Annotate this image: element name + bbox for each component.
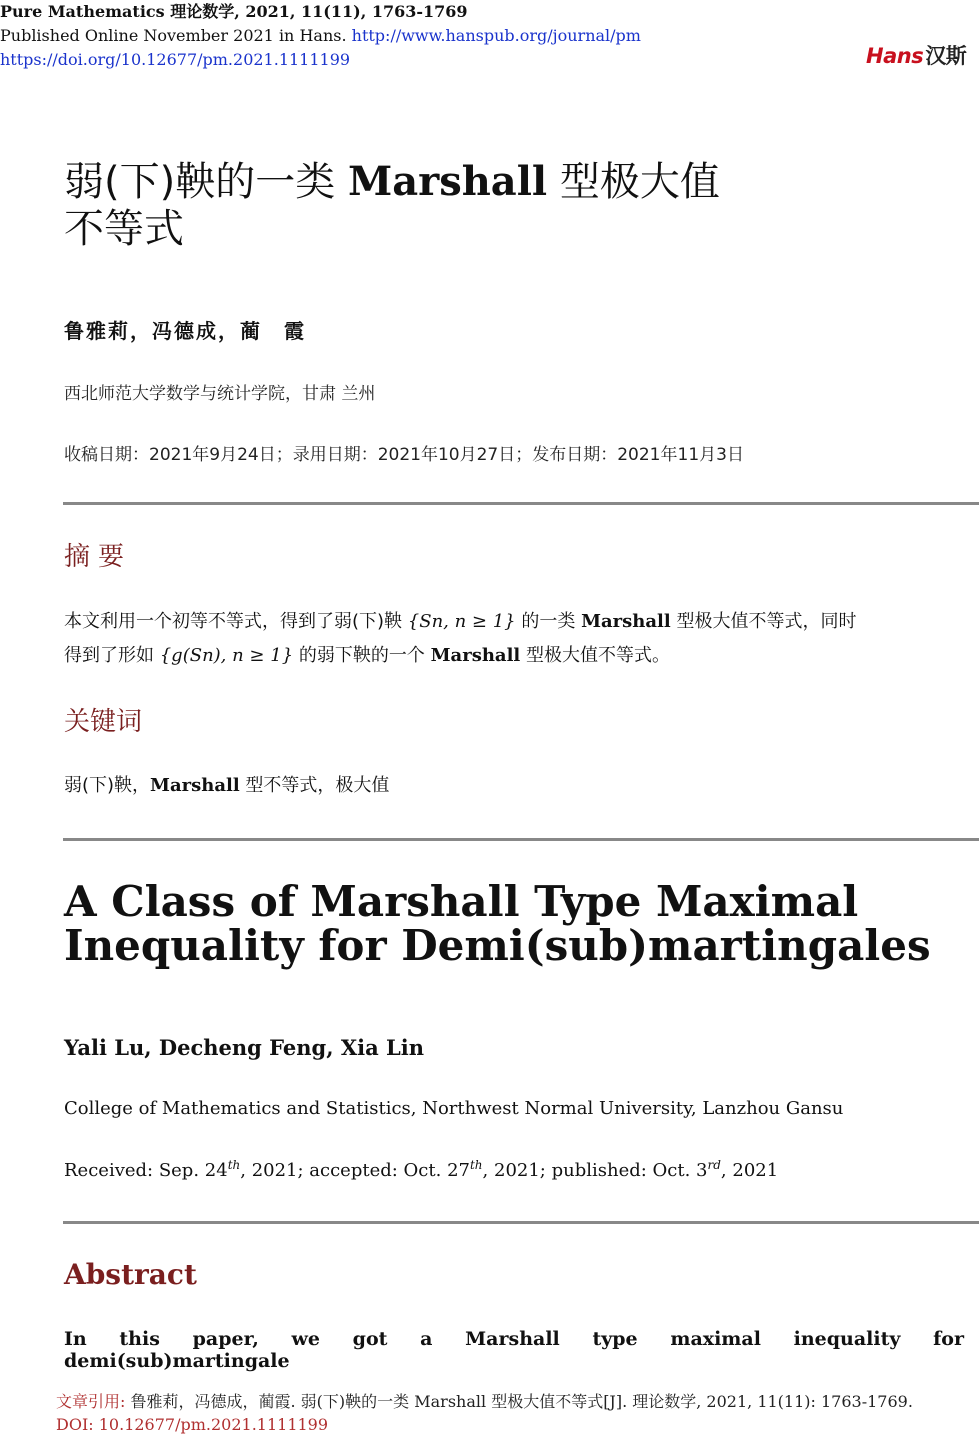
cn-title-part-b: 型极大值 [559, 159, 720, 205]
journal-line: Pure Mathematics 理论数学, 2021, 11(11), 1763-1769 [0, 2, 468, 21]
cn-title-part-a: 弱(下)鞅的一类 [64, 159, 336, 205]
doi-line [0, 48, 350, 72]
citation-doi-link[interactable]: DOI: 10.12677/pm.2021.1111199 [56, 1415, 329, 1434]
chinese-affiliation: 西北师范大学数学与统计学院，甘肃 兰州 [64, 384, 376, 404]
abstract-cn-latin: Marshall [430, 645, 521, 666]
keywords-text: 弱(下)鞅， [64, 775, 151, 796]
en-title-line1: A Class of Marshall Type Maximal [64, 877, 859, 926]
en-title-line2: Inequality for Demi(sub)martingales [64, 921, 931, 970]
abstract-cn-text: 得到了形如 [64, 645, 154, 666]
abstract-cn-text: 型极大值不等式。 [526, 645, 670, 666]
abstract-en: In this paper, we got a Marshall type maximal inequality for demi(sub)martingale [64, 1328, 964, 1372]
english-title [64, 877, 964, 970]
english-dates [64, 1158, 778, 1181]
divider [63, 502, 979, 505]
cn-title-latin: Marshall [347, 158, 548, 205]
cn-title-line2: 不等式 [64, 206, 184, 252]
divider [63, 838, 979, 841]
chinese-dates: 收稿日期：2021年9月24日；录用日期：2021年10月27日；发布日期：2021年11月3日 [64, 445, 744, 465]
doi-url-link[interactable]: https://doi.org/10.12677/pm.2021.1111199 [0, 50, 351, 69]
ordinal-suffix: rd [707, 1158, 721, 1172]
math-expression: {Sn, n ≥ 1} [407, 611, 516, 632]
citation [56, 1390, 936, 1436]
divider [63, 1221, 979, 1224]
logo-latin: Hans [866, 44, 924, 68]
dates-text: , 2021; published: Oct. 3 [482, 1160, 708, 1181]
hans-logo [866, 40, 966, 70]
logo-cn: 汉斯 [925, 44, 967, 68]
published-line [0, 24, 641, 48]
abstract-cn-text: 的弱下鞅的一个 [298, 645, 425, 666]
abstract-cn-text: 的一类 [521, 611, 576, 632]
abstract-cn [64, 605, 969, 673]
abstract-heading-en: Abstract [64, 1258, 197, 1291]
abstract-cn-text: 本文利用一个初等不等式，得到了弱(下)鞅 [64, 611, 403, 632]
keywords-text: 型不等式，极大值 [245, 775, 390, 796]
abstract-heading-cn: 摘要 [64, 542, 133, 572]
abstract-cn-text: 型极大值不等式，同时 [676, 611, 857, 632]
abstract-cn-line1 [64, 605, 969, 639]
dates-text: , 2021; accepted: Oct. 27 [240, 1160, 470, 1181]
citation-text: 鲁雅莉，冯德成，蔺霞. 弱(下)鞅的一类 Marshall 型极大值不等式[J]. 理论数学, 2021, 11(11): 1763-1769. [130, 1392, 913, 1411]
keywords-latin: Marshall [150, 775, 240, 796]
english-affiliation: College of Mathematics and Statistics, Northwest Normal University, Lanzhou Gansu [64, 1098, 844, 1119]
ordinal-suffix: th [469, 1158, 483, 1172]
journal-url-link[interactable]: http://www.hanspub.org/journal/pm [351, 26, 641, 45]
citation-label: 文章引用: [56, 1392, 126, 1411]
published-prefix: Published Online November 2021 in Hans. [0, 26, 347, 45]
keywords-cn [64, 769, 969, 803]
english-authors: Yali Lu, Decheng Feng, Xia Lin [64, 1035, 425, 1060]
chinese-authors: 鲁雅莉，冯德成，蔺 霞 [64, 319, 306, 343]
math-expression: {g(Sn), n ≥ 1} [159, 645, 294, 666]
abstract-cn-line2 [64, 639, 969, 673]
ordinal-suffix: th [227, 1158, 241, 1172]
keywords-heading-cn: 关键词 [64, 707, 143, 737]
dates-text: Received: Sep. 24 [64, 1160, 228, 1181]
abstract-cn-latin: Marshall [581, 611, 671, 632]
dates-text: , 2021 [720, 1160, 779, 1181]
chinese-title [64, 158, 844, 253]
